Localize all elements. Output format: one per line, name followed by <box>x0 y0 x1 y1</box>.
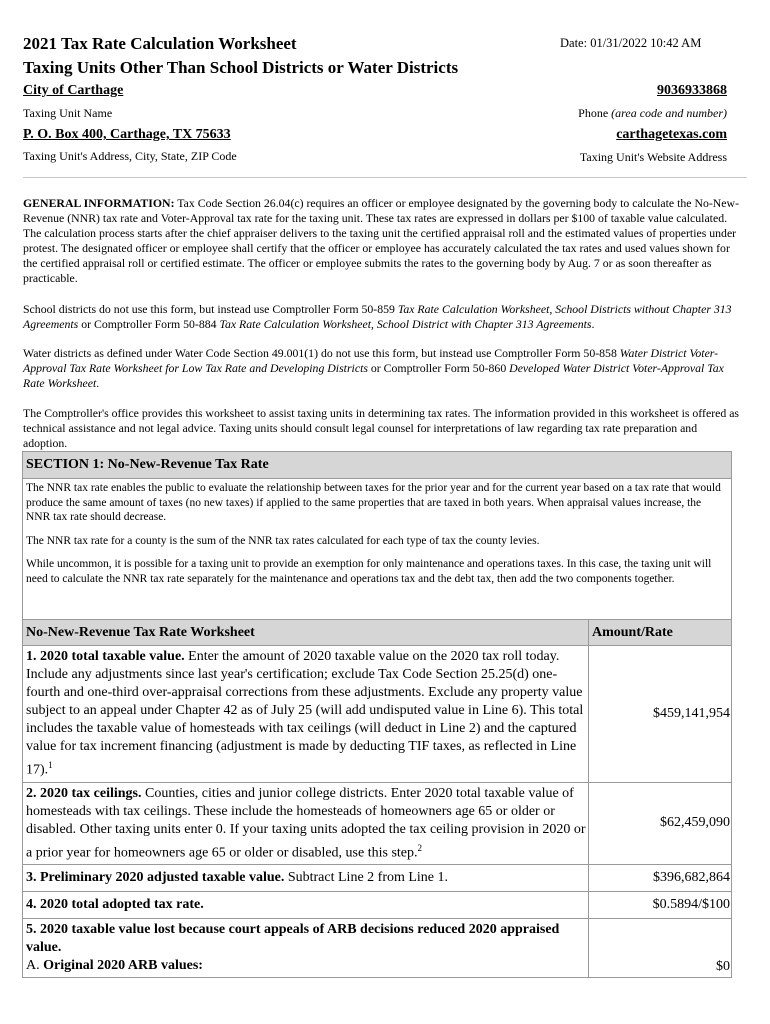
section-1 <box>22 451 732 620</box>
column-header-description: No-New-Revenue Tax Rate Worksheet <box>23 620 589 646</box>
section-1-paragraph: While uncommon, it is possible for a taxing unit to provide an exemption for only maintenance and operations taxes. In this case, the taxing unit will need to calculate the NNR tax rate separately for the maintenance and operations tax and the debt tax, then add the two components together. <box>26 558 712 585</box>
header-divider <box>23 177 747 178</box>
address-caption: Taxing Unit's Address, City, State, ZIP Code <box>23 149 237 163</box>
line-4-amount: $0.5894/$100 <box>589 892 732 919</box>
table-header-row <box>23 620 732 646</box>
report-date: Date: 01/31/2022 10:42 AM <box>560 36 702 50</box>
line-3-amount: $396,682,864 <box>589 865 732 892</box>
taxing-unit-address: P. O. Box 400, Carthage, TX 75633 <box>23 127 231 142</box>
website-link[interactable]: carthagetexas.com <box>616 127 727 142</box>
line-2-description: 2. 2020 tax ceilings. Counties, cities and junior college districts. Enter 2020 total taxable value of homesteads with tax ceilings. These include the homesteads of homeowners age 65 or older or disabled. Other taxing units enter 0. If your taxing units adopted the tax ceiling provision in 2020 or a prior year for homeowners age 65 or older or disabled, use this step.$^2$ <box>23 782 589 865</box>
taxing-unit-name-caption: Taxing Unit Name <box>23 106 113 120</box>
line-4-description: 4. 2020 total adopted tax rate. <box>23 892 589 919</box>
table-row <box>23 782 732 865</box>
line-1-amount: $459,141,954 <box>589 646 732 783</box>
general-information: GENERAL INFORMATION: Tax Code Section 26.04(c) requires an officer or employee designated by the governing body to calculate the No-New-Revenue (NNR) tax rate and Voter-Approval tax rate for the taxing unit. These tax rates are expressed in dollars per $100 of taxable value calculated. The calculation process starts after the chief appraiser delivers to the taxing unit the certified appraisal roll and the estimated values of properties under protest. The designated officer or employee shall certify that the officer or employee has accurately calculated the tax rates and used values shown for the certified appraisal roll or certified estimate. The officer or employee submits the rates to the governing body by Aug. 7 or as soon thereafter as practicable. <box>23 196 739 285</box>
phone-caption: Phone (area code and number) <box>578 106 727 120</box>
section-1-title: SECTION 1: No-New-Revenue Tax Rate <box>23 452 731 479</box>
line-3-description: 3. Preliminary 2020 adjusted taxable value. Subtract Line 2 from Line 1. <box>23 865 589 892</box>
section-1-paragraph: The NNR tax rate enables the public to evaluate the relationship between taxes for the prior year and for the current year based on a tax rate that would produce the same amount of taxes (no new taxes) if applied to the same properties that are taxed in both years. When appraisal values increase, the NNR tax rate should decrease. <box>26 482 721 523</box>
nnr-worksheet-table <box>22 619 732 978</box>
line-5a-amount: $0 <box>589 919 732 978</box>
line-5-description: 5. 2020 taxable value lost because court appeals of ARB decisions reduced 2020 appraised value. A. Original 2020 ARB values: <box>23 919 589 978</box>
form-title: 2021 Tax Rate Calculation Worksheet <box>23 34 297 53</box>
line-2-amount: $62,459,090 <box>589 782 732 865</box>
school-districts-note: School districts do not use this form, but instead use Comptroller Form 50-859 Tax Rate Calculation Worksheet, School Districts without Chapter 313 Agreements or Comptroller Form 50-884 Tax Rate Calculation Worksheet, School District with Chapter 313 Agreements. <box>23 302 732 331</box>
phone-number: 9036933868 <box>657 83 727 98</box>
table-row <box>23 919 732 978</box>
line-1-description: 1. 2020 total taxable value. Enter the amount of 2020 taxable value on the 2020 tax roll today. Include any adjustments since last year's certification; exclude Tax Code Section 25.25(d) one-fourth and one-third over-appraisal corrections from these adjustments. Exclude any property value subject to an appeal under Chapter 42 as of July 25 (will add undisputed value in Line 6). This total includes the taxable value of homesteads with tax ceilings (will deduct in Line 2) and the captured value for tax increment financing (adjustment is made by deducting TIF taxes, as reflected in Line 17).$^1$ <box>23 646 589 783</box>
website-caption: Taxing Unit's Website Address <box>579 150 727 164</box>
table-row <box>23 892 732 919</box>
section-1-paragraph: The NNR tax rate for a county is the sum of the NNR tax rates calculated for each type of tax the county levies. <box>26 534 540 547</box>
taxing-unit-name: City of Carthage <box>23 83 124 98</box>
water-districts-note: Water districts as defined under Water Code Section 49.001(1) do not use this form, but instead use Comptroller Form 50-858 Water District Voter-Approval Tax Rate Worksheet for Low Tax Rate and Developing Districts or Comptroller Form 50-860 Developed Water District Voter-Approval Tax Rate Worksheet. <box>23 346 724 390</box>
column-header-amount: Amount/Rate <box>589 620 732 646</box>
table-row <box>23 646 732 783</box>
table-row <box>23 865 732 892</box>
form-subtitle: Taxing Units Other Than School Districts or Water Districts <box>23 58 459 77</box>
comptroller-note: The Comptroller's office provides this worksheet to assist taxing units in determining tax rates. The information provided in this worksheet is offered as technical assistance and not legal advice. Taxing units should consult legal counsel for interpretations of law regarding tax rate preparation and adoption. <box>23 406 740 450</box>
